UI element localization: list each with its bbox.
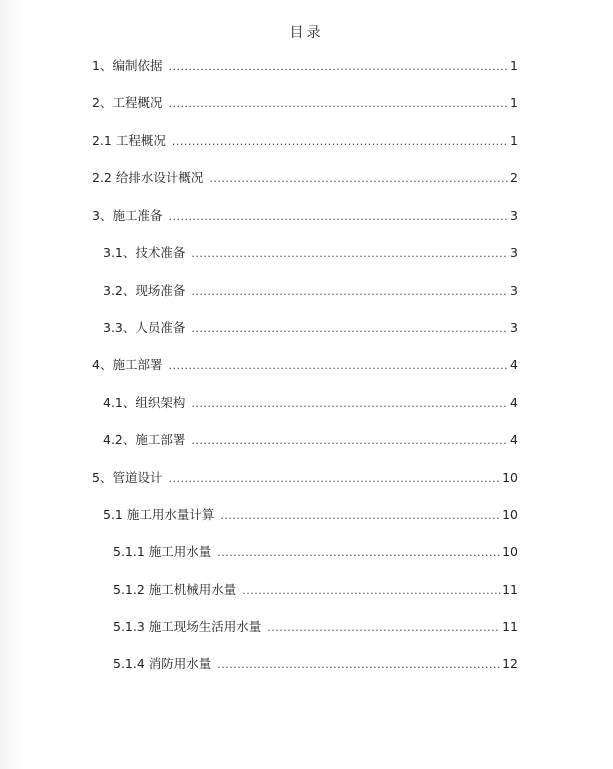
toc-entry-page: 2 — [510, 170, 518, 185]
toc-entry-page: 11 — [502, 619, 518, 634]
toc-entry-label: 3、施工准备 — [92, 208, 163, 223]
toc-title: 目录 — [289, 25, 324, 41]
toc-entry-label: 3.1、技术准备 — [103, 245, 186, 260]
toc-entry[interactable] — [103, 319, 518, 338]
toc-entry[interactable] — [113, 581, 518, 600]
toc-entry-label: 2、工程概况 — [92, 95, 163, 110]
toc-entry-label: 5.1 施工用水量计算 — [103, 507, 215, 522]
toc-entry-label: 3.3、人员准备 — [103, 320, 186, 335]
toc-entry[interactable] — [103, 431, 518, 450]
toc-entry-label: 5.1.1 施工用水量 — [113, 544, 212, 559]
leader-dots — [220, 507, 500, 525]
toc-entry-label: 5.1.3 施工现场生活用水量 — [113, 619, 262, 634]
toc-entry[interactable] — [92, 207, 518, 226]
toc-entry[interactable] — [92, 356, 518, 375]
toc-entry[interactable] — [103, 282, 518, 301]
toc-entry[interactable] — [92, 57, 518, 76]
toc-entry[interactable] — [92, 469, 518, 488]
toc-entry[interactable] — [92, 169, 518, 188]
toc-entry[interactable] — [113, 543, 518, 562]
leader-dots — [191, 432, 508, 450]
leader-dots — [172, 133, 508, 151]
toc-entry-label: 4.1、组织架构 — [103, 395, 186, 410]
toc-entry-page: 4 — [510, 395, 518, 410]
toc-entry-page: 3 — [510, 283, 518, 298]
toc-entry[interactable] — [103, 506, 518, 525]
toc-entry-label: 4、施工部署 — [92, 357, 163, 372]
toc-entry-label: 1、编制依据 — [92, 58, 163, 73]
toc-entry-page: 3 — [510, 245, 518, 260]
page-edge-shadow — [0, 0, 22, 769]
toc-entry-page: 3 — [510, 320, 518, 335]
toc-entry-page: 10 — [502, 507, 518, 522]
leader-dots — [217, 544, 500, 562]
leader-dots — [191, 283, 508, 301]
toc-entry[interactable] — [113, 655, 518, 674]
toc-entry-page: 4 — [510, 357, 518, 372]
leader-dots — [168, 95, 508, 113]
leader-dots — [217, 656, 500, 674]
toc-entry-page: 10 — [502, 470, 518, 485]
toc-entry-page: 4 — [510, 432, 518, 447]
toc-entry-page: 10 — [502, 544, 518, 559]
toc-entry-page: 1 — [510, 133, 518, 148]
leader-dots — [191, 320, 508, 338]
toc-entry[interactable] — [103, 394, 518, 413]
toc-entry-label: 2.1 工程概况 — [92, 133, 166, 148]
toc-entry-label: 5.1.2 施工机械用水量 — [113, 582, 237, 597]
leader-dots — [191, 245, 508, 263]
toc-entry-label: 5.1.4 消防用水量 — [113, 656, 212, 671]
toc-entry-label: 5、管道设计 — [92, 470, 163, 485]
toc-entry-page: 11 — [502, 582, 518, 597]
toc-entry-label: 3.2、现场准备 — [103, 283, 186, 298]
leader-dots — [242, 582, 500, 600]
toc-entry-page: 1 — [510, 95, 518, 110]
leader-dots — [191, 395, 508, 413]
leader-dots — [168, 357, 508, 375]
toc-entry-label: 4.2、施工部署 — [103, 432, 186, 447]
toc-entry[interactable] — [92, 94, 518, 113]
leader-dots — [209, 170, 508, 188]
toc-entry[interactable] — [113, 618, 518, 637]
leader-dots — [168, 470, 500, 488]
toc-entry-label: 2.2 给排水设计概况 — [92, 170, 204, 185]
toc-entry-page: 12 — [502, 656, 518, 671]
toc-entry-page: 1 — [510, 58, 518, 73]
toc-entry-page: 3 — [510, 208, 518, 223]
leader-dots — [267, 619, 500, 637]
toc-entry[interactable] — [92, 132, 518, 151]
leader-dots — [168, 58, 508, 76]
leader-dots — [168, 208, 508, 226]
toc-entry[interactable] — [103, 244, 518, 263]
